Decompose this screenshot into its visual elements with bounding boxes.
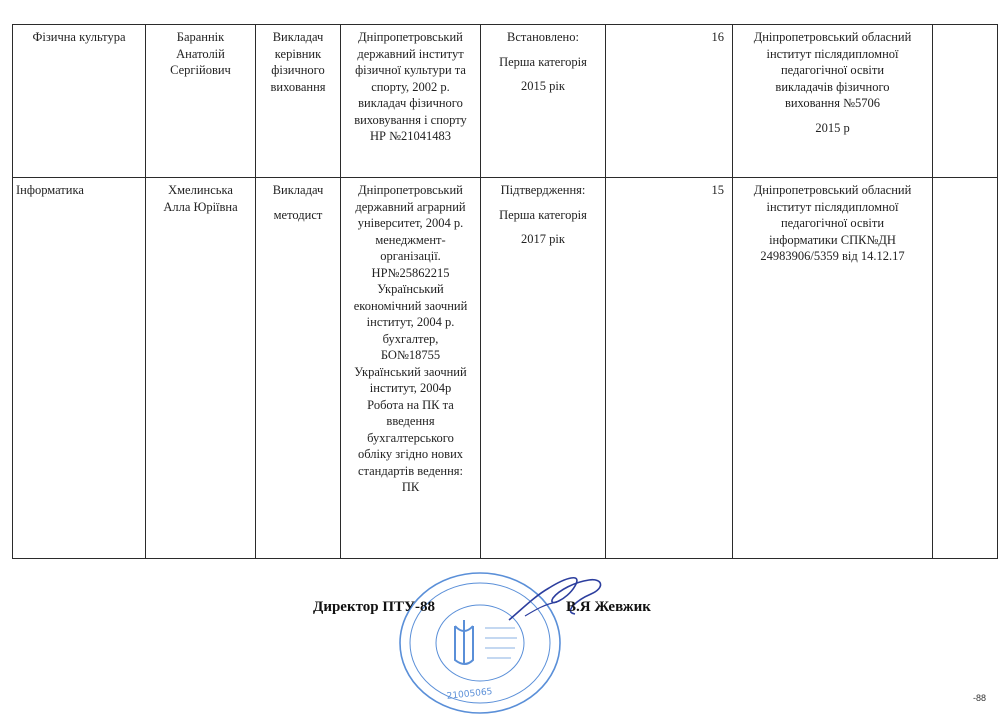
courses-year: 2015 р	[815, 120, 850, 135]
education-line: бухгалтерського	[367, 430, 454, 445]
name-line: Анатолій	[176, 46, 225, 61]
table-body	[13, 25, 998, 559]
education-line: Український заочний	[354, 364, 467, 379]
education-line: спорту, 2002 р.	[371, 79, 450, 94]
education-line: економічний заочний	[353, 298, 468, 313]
name-line: Бараннік	[176, 30, 225, 44]
name-line: Алла Юріївна	[163, 199, 238, 214]
position-line: керівник	[274, 46, 322, 61]
attestation-cell	[481, 178, 606, 559]
experience-years: 16	[711, 30, 724, 44]
position-cell	[256, 25, 341, 178]
courses-line: педагогічної освіти	[780, 63, 885, 77]
director-label: Директор ПТУ-88	[313, 599, 436, 615]
position-line: фізичного	[271, 63, 325, 77]
attestation-cell	[481, 25, 606, 178]
education-line: організації.	[380, 249, 441, 263]
empty-cell	[933, 25, 998, 178]
education-line: інститут, 2004 р.	[366, 315, 455, 329]
education-line: державний аграрний	[355, 199, 466, 214]
education-line: викладач фізичного	[358, 96, 463, 110]
courses-line: викладачів фізичного	[775, 79, 890, 94]
experience-cell	[606, 178, 733, 559]
experience-years: 15	[711, 183, 724, 197]
education-line: Робота на ПК та	[367, 397, 454, 412]
name-cell	[146, 25, 256, 178]
trident-icon	[455, 620, 473, 664]
courses-line: інститут післядипломної	[766, 199, 899, 214]
position-line: Викладач	[272, 183, 324, 197]
attestation-year: 2015 рік	[521, 79, 565, 93]
courses-line: Дніпропетровський обласний	[753, 183, 912, 197]
stamp-code: 21005065	[446, 687, 493, 702]
education-line: НР№25862215	[371, 265, 450, 280]
director-name: В.Я Жевжик	[566, 599, 651, 615]
name-line: Хмелинська	[168, 183, 233, 197]
experience-cell	[606, 25, 733, 178]
name-cell	[146, 178, 256, 559]
attestation-category: Перша категорія	[499, 207, 587, 222]
education-cell	[341, 25, 481, 178]
education-line: БО№18755	[380, 348, 441, 362]
page-mark: -88	[972, 693, 986, 703]
education-line: університет, 2004 р.	[357, 216, 464, 230]
education-line: Дніпропетровський	[358, 183, 463, 197]
education-line: виховування і спорту	[354, 112, 467, 127]
table-row	[13, 178, 998, 559]
education-line: Український	[377, 282, 444, 296]
name-line: Сергійович	[170, 63, 231, 77]
education-line: менеджмент-	[375, 232, 446, 247]
education-line: НР №21041483	[369, 129, 452, 143]
director-signature	[505, 568, 615, 628]
courses-cell	[733, 178, 933, 559]
courses-line: інформатики СПК№ДН	[769, 232, 896, 247]
education-line: ПК	[401, 480, 420, 494]
education-line: інститут, 2004р	[369, 381, 452, 395]
attestation-status: Встановлено:	[507, 30, 579, 44]
courses-line: педагогічної освіти	[780, 216, 885, 230]
courses-line: 24983906/5359 від 14.12.17	[760, 249, 905, 263]
position-cell	[256, 178, 341, 559]
courses-cell	[733, 25, 933, 178]
courses-line: інститут післядипломної	[766, 46, 899, 61]
subject-text: Фізична культура	[32, 30, 126, 44]
subject-text: Інформатика	[16, 183, 84, 197]
attestation-category: Перша категорія	[499, 54, 587, 69]
education-line: фізичної культури та	[355, 63, 466, 77]
attestation-status: Підтвердження:	[500, 183, 586, 197]
position-line: виховання	[270, 79, 326, 94]
education-cell	[341, 178, 481, 559]
education-line: бухгалтер,	[382, 331, 439, 346]
table-row	[13, 25, 998, 178]
education-line: стандартів ведення:	[357, 463, 464, 478]
attestation-year: 2017 рік	[521, 232, 565, 246]
position-line: Викладач	[272, 30, 324, 44]
empty-cell	[933, 178, 998, 559]
courses-line: Дніпропетровський обласний	[753, 30, 912, 44]
subject-cell	[13, 25, 146, 178]
education-line: обліку згідно нових	[357, 447, 464, 461]
education-line: введення	[386, 414, 435, 428]
education-line: Дніпропетровський	[358, 30, 463, 44]
position-line: методист	[273, 207, 323, 222]
courses-line: виховання №5706	[784, 96, 881, 110]
subject-cell	[13, 178, 146, 559]
staff-table	[12, 24, 998, 559]
education-line: державний інститут	[357, 46, 464, 61]
